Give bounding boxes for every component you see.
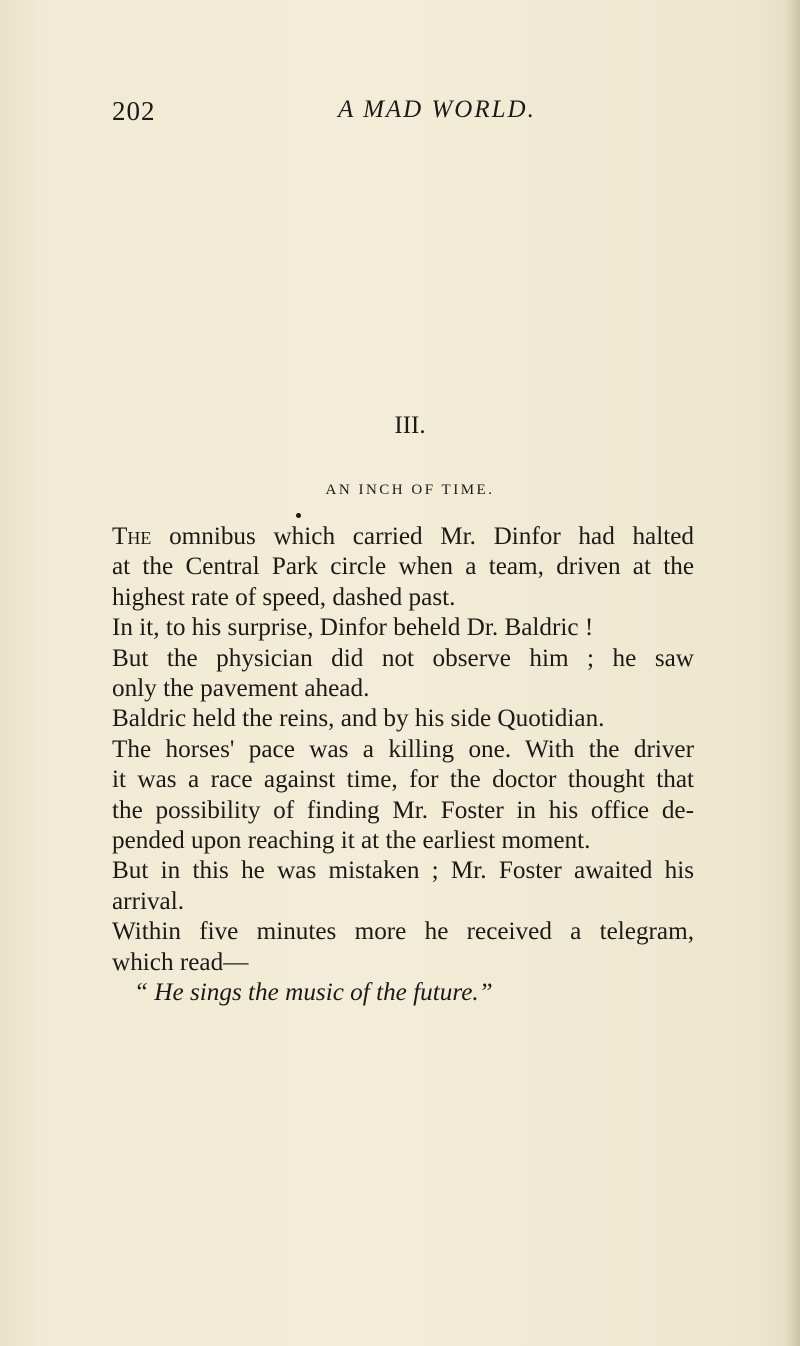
text-line: The horses' pace was a killing one. With the driver <box>112 735 694 763</box>
ornament-dot <box>296 513 301 518</box>
chapter-title: AN INCH OF TIME. <box>325 482 495 498</box>
text-line: which read— <box>112 948 249 976</box>
text-line: But the physician did not observe him ; he saw <box>112 644 694 672</box>
text-line: In it, to his surprise, Dinfor beheld Dr. Baldric ! <box>112 614 594 642</box>
drop-word: The <box>112 523 152 550</box>
text-line: Within five minutes more he received a telegram, <box>112 918 694 946</box>
text-line: pended upon reaching it at the earliest moment. <box>112 827 591 855</box>
text-line: highest rate of speed, dashed past. <box>112 583 456 611</box>
paragraph <box>112 644 694 705</box>
text-line: only the pavement ahead. <box>112 675 370 703</box>
text-line: it was a race against time, for the doctor thought that <box>112 766 694 794</box>
text-line: Baldric held the reins, and by his side Quotidian. <box>112 705 605 733</box>
text-line: the possibility of finding Mr. Foster in his office de- <box>112 796 694 824</box>
paragraph <box>112 917 694 978</box>
paragraph <box>112 613 694 643</box>
chapter-number: III. <box>394 412 426 439</box>
paragraph <box>112 856 694 917</box>
page-header <box>0 96 800 136</box>
text-line <box>112 522 694 552</box>
paragraph <box>112 704 694 734</box>
paragraph <box>112 735 694 857</box>
text-line: at the Central Park circle when a team, driven at the <box>112 553 694 581</box>
page-number: 202 <box>112 96 156 126</box>
page-edge-shadow <box>786 0 800 1346</box>
text-line-rest: omnibus which carried Mr. Dinfor had halted <box>169 523 694 550</box>
text-line: But in this he was mistaken ; Mr. Foster awaited his <box>112 857 694 885</box>
telegram-text: “ He sings the music of the future.” <box>134 979 493 1007</box>
chapter-body <box>112 522 694 1009</box>
paragraph <box>112 522 694 613</box>
text-line: arrival. <box>112 887 185 915</box>
running-title: A MAD WORLD. <box>338 96 536 123</box>
telegram-quote <box>112 978 694 1008</box>
